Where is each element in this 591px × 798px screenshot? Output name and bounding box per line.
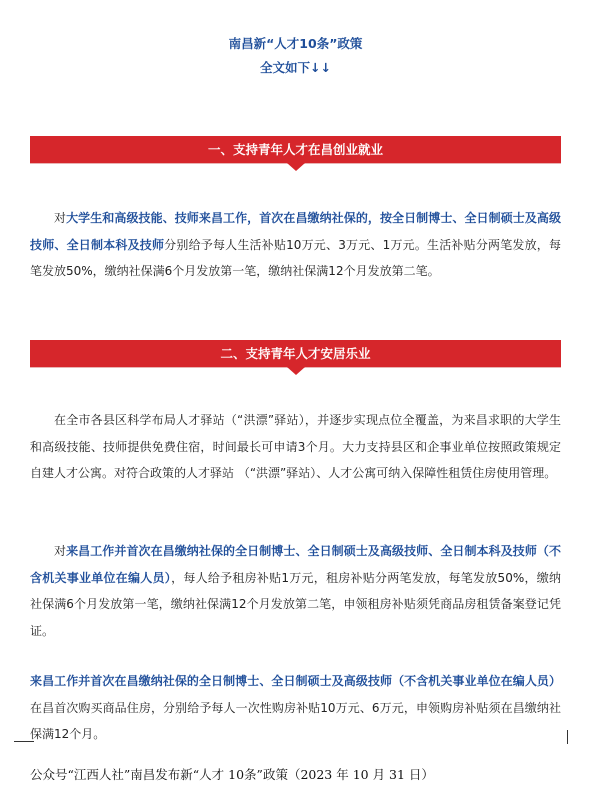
crop-mark-left — [14, 741, 34, 742]
paragraph-1-body: 分别给予每人生活补贴10万元、3万元、1万元。生活补贴分两笔发放，每笔发放50%，缴纳社保满6个月发放第一笔，缴纳社保满12个月发放第二笔。 — [30, 237, 561, 278]
paragraph-2: 在全市各县区科学布局人才驿站（“洪漂”驿站），并逐步实现点位全覆盖，为来昌求职的大学生和高级技能、技师提供免费住宿，时间最长可申请3个月。大力支持县区和企事业单位按照政策规定自建人才公寓。对符合政策的人才驿站 （“洪漂”驿站）、人才公寓可纳入保障性租赁住房使用管理。 — [30, 413, 561, 480]
figure-caption: 公众号“江西人社”南昌发布新“人才 10条”政策（2023 年 10 月 31 日） — [30, 767, 434, 782]
page-title: 南昌新“人才10条”政策 — [228, 36, 363, 51]
paragraph-3-body: ，每人给予租房补贴1万元，租房补贴分两笔发放，每笔发放50%，缴纳社保满6个月发放第一笔，缴纳社保满12个月发放第二笔，申领租房补贴须凭商品房租赁备案登记凭证。 — [30, 570, 561, 638]
paragraph-4 — [30, 668, 561, 748]
section-banner-1: 一、支持青年人才在昌创业就业 — [30, 136, 561, 163]
paragraph-4-highlight: 来昌工作并首次在昌缴纳社保的全日制博士、全日制硕士及高级技师（不含机关事业单位在编人员） — [30, 674, 561, 688]
paragraph-1-lead: 对 — [54, 211, 67, 225]
crop-mark-right — [567, 730, 568, 744]
paragraph-3-highlight: 来昌工作并首次在昌缴纳社保的全日制博士、全日制硕士及高级技师、全日制本科及技师（不含机关事业单位在编人员） — [30, 544, 561, 585]
paragraph-3 — [30, 538, 561, 644]
paragraph-1 — [30, 205, 561, 285]
paragraph-4-body: 在昌首次购买商品住房，分别给予每人一次性购房补贴10万元、6万元，申领购房补贴须在昌缴纳社保满12个月。 — [30, 700, 561, 741]
page-subtitle: 全文如下↓↓ — [260, 60, 331, 75]
section-banner-2: 二、支持青年人才安居乐业 — [30, 340, 561, 367]
paragraph-3-lead: 对 — [54, 544, 67, 558]
paragraph-1-highlight: 大学生和高级技能、技师来昌工作，首次在昌缴纳社保的，按全日制博士、全日制硕士及高级技师、全日制本科及技师 — [30, 211, 561, 252]
